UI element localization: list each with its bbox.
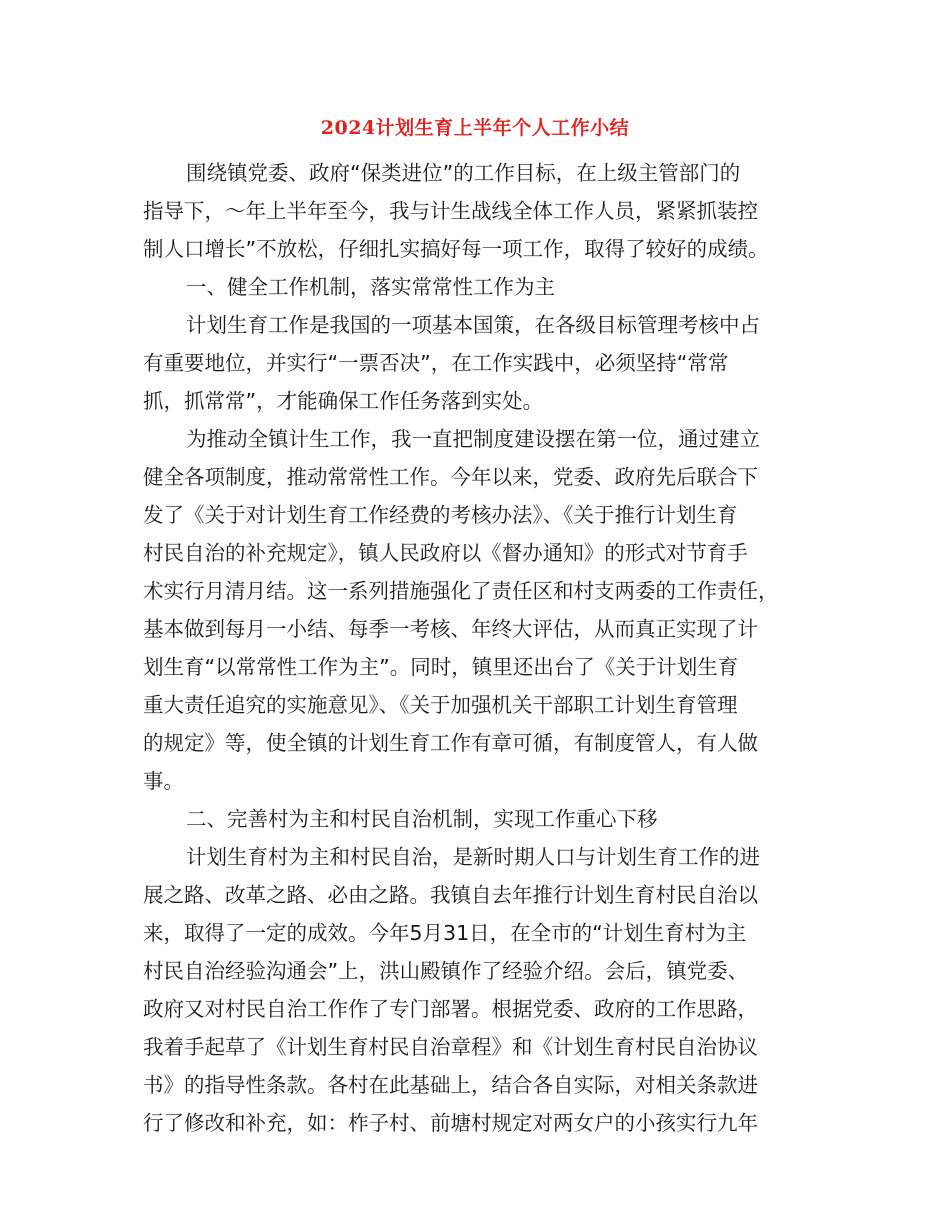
section-heading: 二、完善村为主和村民自治机制，实现工作重心下移 [186,807,658,831]
paragraph-line: 抓，抓常常”，才能确保工作任务落到实处。 [143,389,544,413]
paragraph-line: 行了修改和补充，如：柞子村、前塘村规定对两女户的小孩实行九年 [143,1111,758,1135]
paragraph-line: 展之路、改革之路、必由之路。我镇自去年推行计划生育村民自治以 [143,883,758,907]
paragraph-line: 我着手起草了《计划生育村民自治章程》和《计划生育村民自治协议 [143,1035,758,1059]
paragraph-line: 指导下，～年上半年至今，我与计生战线全体工作人员，紧紧抓装控 [143,199,758,223]
paragraph-line: 事。 [143,769,184,793]
paragraph-line: 计划生育村为主和村民自治，是新时期人口与计划生育工作的进 [186,845,760,869]
paragraph-line: 重大责任追究的实施意见》、《关于加强机关干部职工计划生育管理 [143,693,738,717]
paragraph-line: 书》的指导性条款。各村在此基础上，结合各自实际，对相关条款进 [143,1073,758,1097]
paragraph-line: 健全各项制度，推动常常性工作。今年以来，党委、政府先后联合下 [143,465,758,489]
paragraph-line: 政府又对村民自治工作作了专门部署。根据党委、政府的工作思路， [143,997,758,1021]
paragraph-line: 来，取得了一定的成效。今年5月31日，在全市的“计划生育村为主 [143,921,747,945]
paragraph-line: 有重要地位，并实行“一票否决”，在工作实践中，必须坚持“常常 [143,351,729,375]
paragraph-line: 术实行月清月结。这一系列措施强化了责任区和村支两委的工作责任， [143,579,779,603]
paragraph-line: 村民自治的补充规定》，镇人民政府以《督办通知》的形式对节育手 [143,541,748,565]
paragraph-line: 发了《关于对计划生育工作经费的考核办法》、《关于推行计划生育 [143,503,738,527]
paragraph-line: 为推动全镇计生工作，我一直把制度建设摆在第一位，通过建立 [186,427,760,451]
paragraph-line: 的规定》等，使全镇的计划生育工作有章可循，有制度管人，有人做 [143,731,758,755]
section-heading: 一、健全工作机制，落实常常性工作为主 [186,275,555,299]
paragraph-line: 基本做到每月一小结、每季一考核、年终大评估，从而真正实现了计 [143,617,758,641]
paragraph-line: 制人口增长”不放松，仔细扎实搞好每一项工作，取得了较好的成绩。 [143,237,769,261]
document-title: 2024计划生育上半年个人工作小结 [320,117,630,139]
paragraph-line: 划生育“以常常性工作为主”。同时，镇里还出台了《关于计划生育 [143,655,739,679]
paragraph-line: 围绕镇党委、政府“保类进位”的工作目标，在上级主管部门的 [186,161,741,185]
paragraph-line: 村民自治经验沟通会”上，洪山殿镇作了经验介绍。会后，镇党委、 [143,959,749,983]
paragraph-line: 计划生育工作是我国的一项基本国策，在各级目标管理考核中占 [186,313,760,337]
